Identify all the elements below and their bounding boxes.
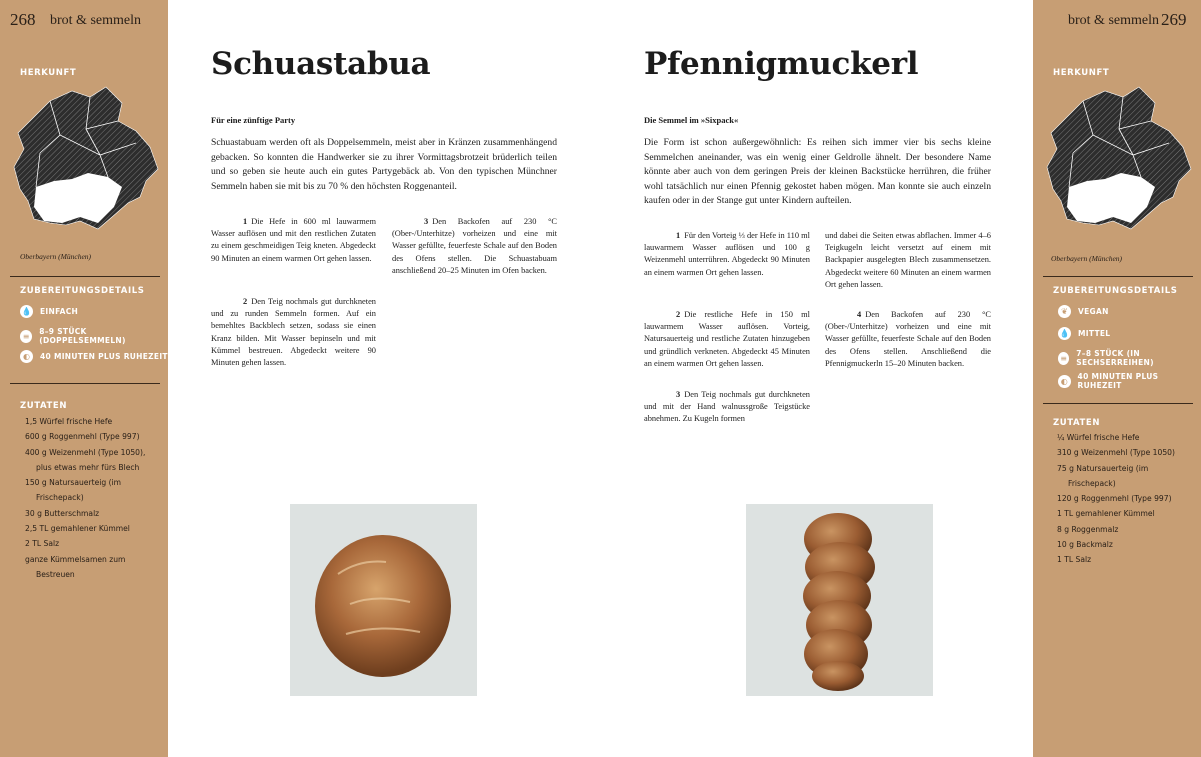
ingredient: 600 g Roggenmehl (Type 997): [25, 432, 140, 442]
ingredient: 75 g Natursauerteig (im: [1057, 463, 1149, 473]
divider: [1043, 276, 1193, 277]
ingredient: ¼ Würfel frische Hefe: [1057, 433, 1140, 442]
bavaria-map-icon: [10, 83, 160, 233]
ingredient: 120 g Roggenmehl (Type 997): [1057, 494, 1172, 504]
left-sidebar: [0, 0, 168, 757]
origin-title: HERKUNFT: [20, 68, 77, 78]
recipe-title: Schuastabua: [211, 46, 431, 82]
step-2: 2 Den Teig nochmals gut durchkneten und zu runden Semmeln formen. Auf ein bemehltes Backblech setzen, sodass sie einen Kranz bilden. Mit Wasser bepinseln und mit Kümmel bestreuen. Abgedeckt weitere 90 Minuten gehen lassen.: [211, 297, 376, 368]
ingredient: 1,5 Würfel frische Hefe: [25, 417, 113, 426]
ingredient: Bestreuen: [36, 569, 75, 579]
ingredient: 10 g Backmalz: [1057, 540, 1113, 550]
recipe-subtitle: Für eine zünftige Party: [211, 115, 296, 125]
clock-icon: ◐: [1058, 375, 1071, 388]
chapter-name: brot & semmeln: [1068, 13, 1159, 28]
drops-icon: 💧: [1059, 329, 1070, 338]
stack-icon: ≡: [1058, 352, 1069, 365]
ingredient: 400 g Weizenmehl (Type 1050),: [25, 447, 146, 457]
ingredient: plus etwas mehr fürs Blech: [36, 462, 140, 472]
ingredient: Frischepack): [36, 493, 84, 503]
details-title: ZUBEREITUNGSDETAILS: [20, 286, 145, 296]
detail-diet: ❦ VEGAN: [1058, 305, 1109, 318]
bavaria-map-icon: [1043, 83, 1193, 233]
detail-yield: ≡ 7–8 STÜCK (IN SECHSERREIHEN): [1058, 349, 1201, 367]
divider: [10, 276, 160, 277]
recipe-intro: Die Form ist schon außergewöhnlich: Es reihen sich immer vier bis sechs kleine Semmelchen aneinander, was ein wenig einer Geldrolle ähnelt. Der besondere Name könnte aber auch von dem geringen Preis der kleinen Backstücke herrühren, die früher wohl tatsächlich nur einen Pfennig gekostet haben mögen. Man konnte sie auch einzeln kaufen oder in der Stange gut unter Kindern aufteilen.: [644, 137, 991, 207]
origin-title: HERKUNFT: [1053, 68, 1110, 78]
page-number: 268: [10, 10, 36, 29]
ingredient: 2,5 TL gemahlener Kümmel: [25, 524, 130, 534]
bread-photo-rolls: [746, 504, 933, 696]
detail-time: ◐ 40 MINUTEN PLUS RUHEZEIT: [20, 350, 168, 363]
region-label: Oberbayern (München): [20, 252, 92, 261]
ingredient: 1 TL Salz: [1057, 555, 1092, 565]
ingredient: ganze Kümmelsamen zum: [25, 554, 126, 564]
detail-yield: ≡ 8–9 STÜCK (DOPPELSEMMELN): [20, 327, 168, 345]
right-sidebar: [1033, 0, 1201, 757]
detail-time: ◐ 40 MINUTEN PLUS RUHEZEIT: [1058, 372, 1201, 390]
drops-icon: 💧: [21, 307, 32, 316]
ingredients-list: [1057, 430, 1175, 568]
page-number: 269: [1161, 10, 1187, 29]
region-label: Oberbayern (München): [1051, 254, 1123, 263]
details-title: ZUBEREITUNGSDETAILS: [1053, 286, 1178, 296]
detail-difficulty: 💧 MITTEL: [1059, 329, 1111, 338]
chapter-name: brot & semmeln: [50, 13, 141, 28]
step-1: 1 Für den Vorteig ⅓ der Hefe in 110 ml lauwarmem Wasser auflösen und 100 g Weizenmehl unterrühren. Abgedeckt 90 Minuten an einem warmen Ort gehen lassen.: [644, 231, 810, 277]
bread-photo-round: [290, 504, 477, 696]
ingredients-title: ZUTATEN: [20, 401, 68, 411]
step-3: 3 Den Teig nochmals gut durchkneten und mit der Hand walnussgroße Teigstücke abnehmen. Zu Kugeln formen: [644, 390, 810, 424]
step-4: 4 Den Backofen auf 230 °C (Ober-/Unterhitze) vorheizen und eine mit Wasser gefüllte, feuerfeste Schale auf den Boden des Ofens stellen. Anschließend die Pfennigmuckerln 15–20 Minuten backen.: [825, 310, 991, 368]
ingredient: Frischepack): [1068, 478, 1116, 488]
ingredient: 310 g Weizenmehl (Type 1050): [1057, 448, 1175, 458]
divider: [1043, 403, 1193, 404]
ingredients-title: ZUTATEN: [1053, 418, 1101, 428]
step-3-continued: und dabei die Seiten etwas abflachen. Immer 4–6 Teigkugeln leicht versetzt auf einem mit Backpapier ausgelegten Blech zusammensetzen. Abgedeckt weitere 60 Minuten an einem warmen Ort gehen lassen.: [825, 231, 991, 289]
step-2: 2 Die restliche Hefe in 150 ml lauwarmem Wasser auflösen. Vorteig, Natursauerteig und restliche Zutaten hinzugeben und gründlich verkneten. Abgedeckt 45 Minuten an einem warmen Ort gehen lassen.: [644, 310, 810, 368]
recipe-title: Pfennigmuckerl: [644, 46, 919, 82]
step-1: 1 Die Hefe in 600 ml lauwarmem Wasser auflösen und mit den restlichen Zutaten zu einem geschmeidigen Teig kneten. Abgedeckt 90 Minuten an einem warmen Ort gehen lassen.: [211, 217, 376, 263]
stack-icon: ≡: [20, 330, 32, 343]
recipe-subtitle: Die Semmel im »Sixpack«: [644, 115, 739, 125]
ingredient: 8 g Roggenmalz: [1057, 524, 1119, 534]
clock-icon: ◐: [20, 350, 33, 363]
ingredient: 150 g Natursauerteig (im: [25, 478, 122, 488]
detail-difficulty: 💧 EINFACH: [21, 307, 79, 316]
step-3: 3 Den Backofen auf 230 °C (Ober-/Unterhitze) vorheizen und eine mit Wasser gefüllte, feuerfeste Schale auf den Boden des Ofens stellen. Die Schuastabuam anschließend 20–25 Minuten im Ofen backen.: [392, 217, 557, 275]
recipe-intro: Schuastabuam werden oft als Doppelsemmeln, meist aber in Kränzen zusammenhängend gebacken. So konnten die Handwerker sie zu ihrer Vormittagsbrotzeit brüderlich teilen und so geben sie heute auch ein gutes Partygebäck ab. Von den typischen Münchner Semmeln haben sie mit bis zu 70 % den höchsten Roggenanteil.: [211, 137, 557, 192]
divider: [10, 383, 160, 384]
ingredient: 30 g Butterschmalz: [25, 508, 100, 518]
roll-chain-image: [746, 504, 933, 696]
ingredient: 2 TL Salz: [25, 539, 60, 549]
round-roll-image: [290, 504, 477, 696]
vegan-leaf-icon: ❦: [1058, 305, 1071, 318]
ingredient: 1 TL gemahlener Kümmel: [1057, 509, 1155, 519]
ingredients-list: [25, 414, 145, 582]
